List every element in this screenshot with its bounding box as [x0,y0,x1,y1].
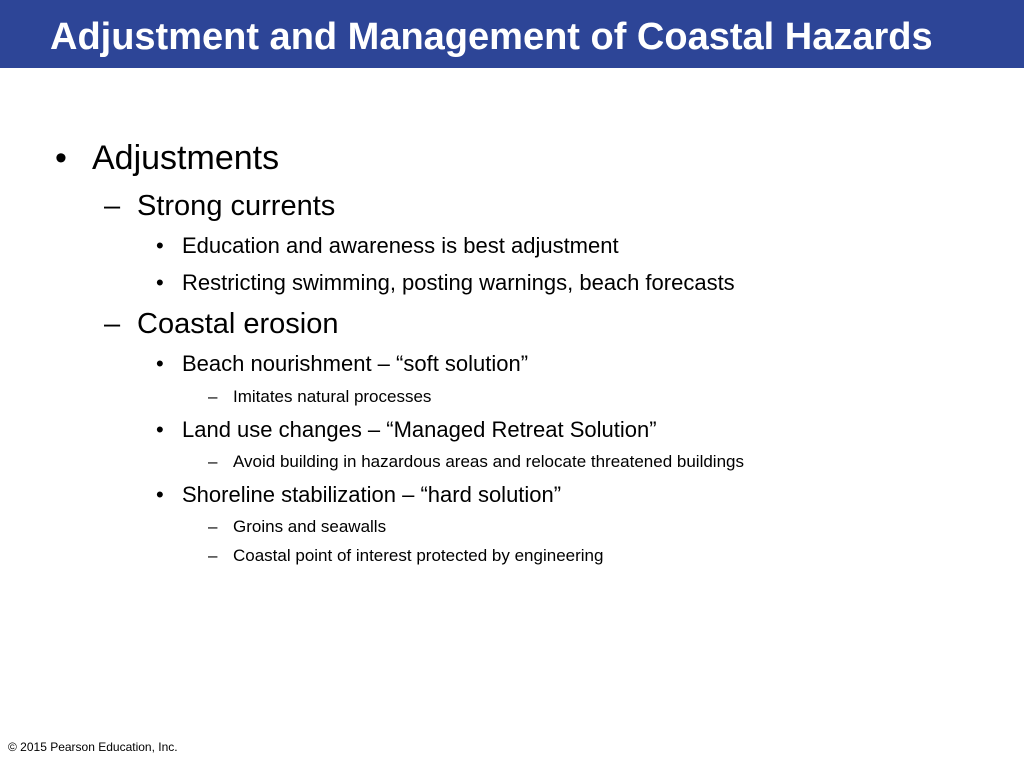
list-item-education: Education and awareness is best adjustment [182,233,619,258]
bullet-dash: – [208,546,218,565]
list-item-adjustments: Adjustments [92,139,280,177]
list-item-beach-nourishment: Beach nourishment – “soft solution” [182,351,529,376]
list-item-strong-currents: Strong currents [137,190,336,222]
list-item-coastal-erosion: Coastal erosion [137,308,339,340]
copyright-footer: © 2015 Pearson Education, Inc. [8,740,178,754]
slide-title: Adjustment and Management of Coastal Hazards [50,16,933,58]
title-bar [0,0,1024,68]
list-item-imitates: Imitates natural processes [233,387,432,406]
bullet-dash: – [104,308,121,340]
bullet-dot: • [55,139,67,177]
list-item-land-use: Land use changes – “Managed Retreat Solution” [182,417,657,442]
bullet-dot: • [156,482,164,507]
list-item-restricting: Restricting swimming, posting warnings, beach forecasts [182,270,735,295]
bullet-dash: – [208,517,218,536]
bullet-dash: – [208,387,218,406]
bullet-dash: – [104,190,121,222]
bullet-dot: • [156,417,164,442]
list-item-avoid-building: Avoid building in hazardous areas and relocate threatened buildings [233,452,744,471]
bullet-dot: • [156,270,164,295]
bullet-dot: • [156,233,164,258]
bullet-dot: • [156,351,164,376]
list-item-groins: Groins and seawalls [233,517,387,536]
bullet-dash: – [208,452,218,471]
list-item-shoreline: Shoreline stabilization – “hard solution” [182,482,562,507]
list-item-coastal-point: Coastal point of interest protected by engineering [233,546,604,565]
